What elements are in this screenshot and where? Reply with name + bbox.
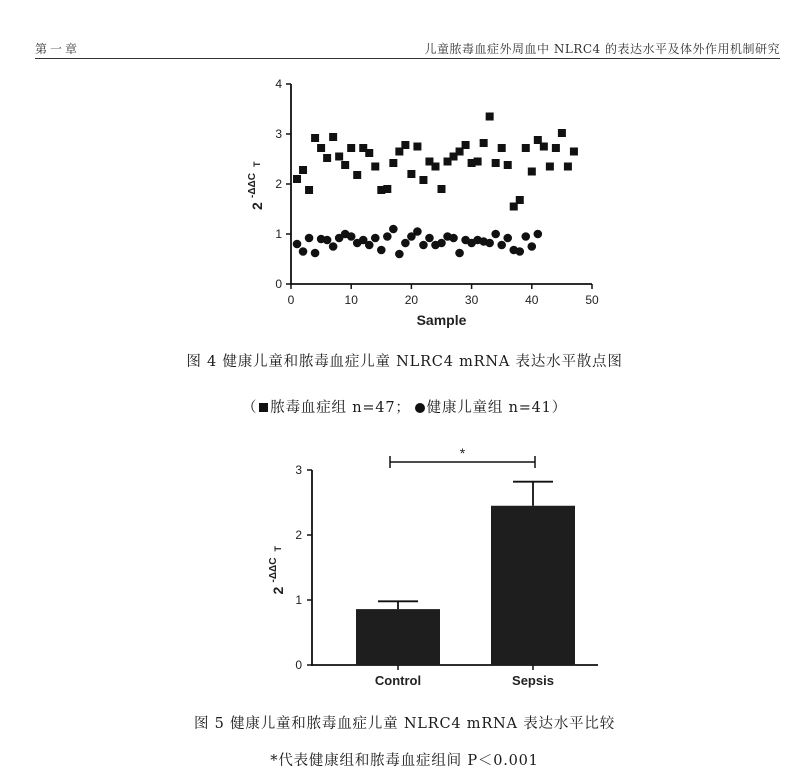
sepsis-point bbox=[564, 163, 572, 171]
control-point bbox=[528, 242, 537, 251]
y-axis-label bbox=[247, 161, 265, 210]
y-tick-label: 1 bbox=[295, 593, 302, 607]
bar-control bbox=[356, 609, 440, 665]
sepsis-point bbox=[474, 158, 482, 166]
control-point bbox=[347, 232, 356, 241]
sepsis-point bbox=[323, 154, 331, 162]
sepsis-point bbox=[438, 185, 446, 193]
sepsis-point bbox=[335, 153, 343, 161]
sepsis-point bbox=[498, 144, 506, 152]
y-label-subscript: T bbox=[273, 546, 283, 552]
y-axis-label bbox=[268, 546, 286, 595]
sepsis-point bbox=[486, 113, 494, 121]
figure-4-scatter-chart bbox=[0, 70, 809, 340]
x-tick-label: 10 bbox=[344, 293, 358, 307]
control-point bbox=[413, 227, 422, 236]
sepsis-point bbox=[401, 141, 409, 149]
sepsis-point bbox=[371, 163, 379, 171]
control-point bbox=[437, 239, 446, 248]
legend-circle-marker bbox=[415, 403, 425, 413]
y-tick-label: 0 bbox=[275, 277, 282, 291]
control-point bbox=[497, 241, 506, 250]
sepsis-point bbox=[389, 159, 397, 167]
sepsis-point bbox=[462, 141, 470, 149]
y-label-exponent: -ΔΔC bbox=[268, 557, 279, 583]
x-tick-label: 20 bbox=[404, 293, 419, 307]
x-tick-label: 0 bbox=[287, 293, 295, 307]
sepsis-point bbox=[558, 129, 566, 137]
sepsis-point bbox=[347, 144, 355, 152]
control-point bbox=[311, 249, 320, 258]
sepsis-point bbox=[516, 196, 524, 204]
y-label-subscript: T bbox=[252, 161, 262, 167]
y-tick-label: 2 bbox=[295, 528, 302, 542]
y-label-exponent: -ΔΔC bbox=[247, 173, 258, 198]
y-tick-label: 3 bbox=[275, 127, 282, 141]
control-point bbox=[395, 250, 404, 259]
control-point bbox=[521, 232, 530, 241]
sepsis-point bbox=[419, 176, 427, 184]
running-title: 儿童脓毒血症外周血中 NLRC4 的表达水平及体外作用机制研究 bbox=[424, 42, 780, 56]
figure-5-bar-chart bbox=[0, 440, 809, 700]
control-point bbox=[383, 232, 392, 241]
y-label-base: 2 bbox=[249, 202, 265, 210]
sepsis-point bbox=[570, 148, 578, 156]
sepsis-point bbox=[293, 175, 301, 183]
x-axis-label: Sample bbox=[416, 312, 467, 328]
control-point bbox=[419, 241, 428, 250]
sepsis-point bbox=[480, 139, 488, 147]
significance-mark: * bbox=[459, 445, 466, 461]
x-tick-label: Control bbox=[374, 673, 422, 688]
control-point bbox=[305, 234, 314, 243]
sepsis-point bbox=[299, 166, 307, 174]
x-tick-label: Sepsis bbox=[512, 673, 554, 688]
sepsis-point bbox=[552, 144, 560, 152]
figure-5-note: *代表健康组和脓毒血症组间 P＜0.001 bbox=[270, 753, 539, 769]
control-point bbox=[323, 236, 332, 245]
control-point bbox=[455, 249, 464, 258]
x-tick-label: 30 bbox=[464, 293, 479, 307]
y-tick-label: 2 bbox=[275, 177, 282, 191]
legend-sepsis-label: 脓毒血症组 n=47； bbox=[270, 400, 411, 416]
control-point bbox=[389, 225, 398, 234]
page-header bbox=[35, 36, 780, 59]
sepsis-point bbox=[329, 133, 337, 141]
sepsis-point bbox=[413, 143, 421, 151]
sepsis-point bbox=[383, 185, 391, 193]
control-point bbox=[401, 239, 410, 248]
sepsis-point bbox=[341, 161, 349, 169]
y-tick-label: 0 bbox=[295, 658, 302, 672]
sepsis-point bbox=[353, 171, 361, 179]
control-point bbox=[425, 234, 434, 243]
sepsis-point bbox=[540, 143, 548, 151]
y-tick-label: 1 bbox=[275, 227, 282, 241]
sepsis-point bbox=[492, 159, 500, 167]
control-point bbox=[449, 234, 458, 243]
control-point bbox=[534, 230, 543, 239]
x-tick-label: 40 bbox=[525, 293, 539, 307]
control-point bbox=[365, 241, 374, 250]
sepsis-point bbox=[504, 161, 512, 169]
control-point bbox=[293, 240, 302, 249]
figure-4-caption: 图 4 健康儿童和脓毒血症儿童 NLRC4 mRNA 表达水平散点图 bbox=[186, 354, 623, 370]
sepsis-point bbox=[365, 149, 373, 157]
legend-square-marker bbox=[259, 403, 268, 412]
control-point bbox=[491, 230, 500, 239]
sepsis-point bbox=[407, 170, 415, 178]
control-point bbox=[503, 234, 512, 243]
x-tick-label: 50 bbox=[585, 293, 599, 307]
y-tick-label: 3 bbox=[295, 463, 302, 477]
control-point bbox=[377, 246, 386, 255]
control-point bbox=[515, 247, 524, 256]
control-point bbox=[329, 242, 338, 251]
sepsis-point bbox=[305, 186, 313, 194]
legend-open-paren: （ bbox=[241, 400, 258, 416]
figure-4-legend bbox=[0, 396, 809, 417]
figure-5-caption: 图 5 健康儿童和脓毒血症儿童 NLRC4 mRNA 表达水平比较 bbox=[193, 716, 616, 732]
control-point bbox=[299, 247, 308, 256]
sepsis-point bbox=[317, 144, 325, 152]
control-point bbox=[371, 234, 380, 243]
sepsis-point bbox=[431, 163, 439, 171]
control-point bbox=[485, 239, 494, 248]
bar-sepsis bbox=[491, 506, 575, 665]
sepsis-point bbox=[546, 163, 554, 171]
sepsis-point bbox=[311, 134, 319, 142]
y-tick-label: 4 bbox=[275, 77, 282, 91]
sepsis-point bbox=[528, 168, 536, 176]
y-label-base: 2 bbox=[270, 586, 286, 595]
sepsis-point bbox=[522, 144, 530, 152]
chapter-label: 第一章 bbox=[35, 42, 81, 56]
legend-control-label: 健康儿童组 n=41） bbox=[426, 400, 568, 416]
